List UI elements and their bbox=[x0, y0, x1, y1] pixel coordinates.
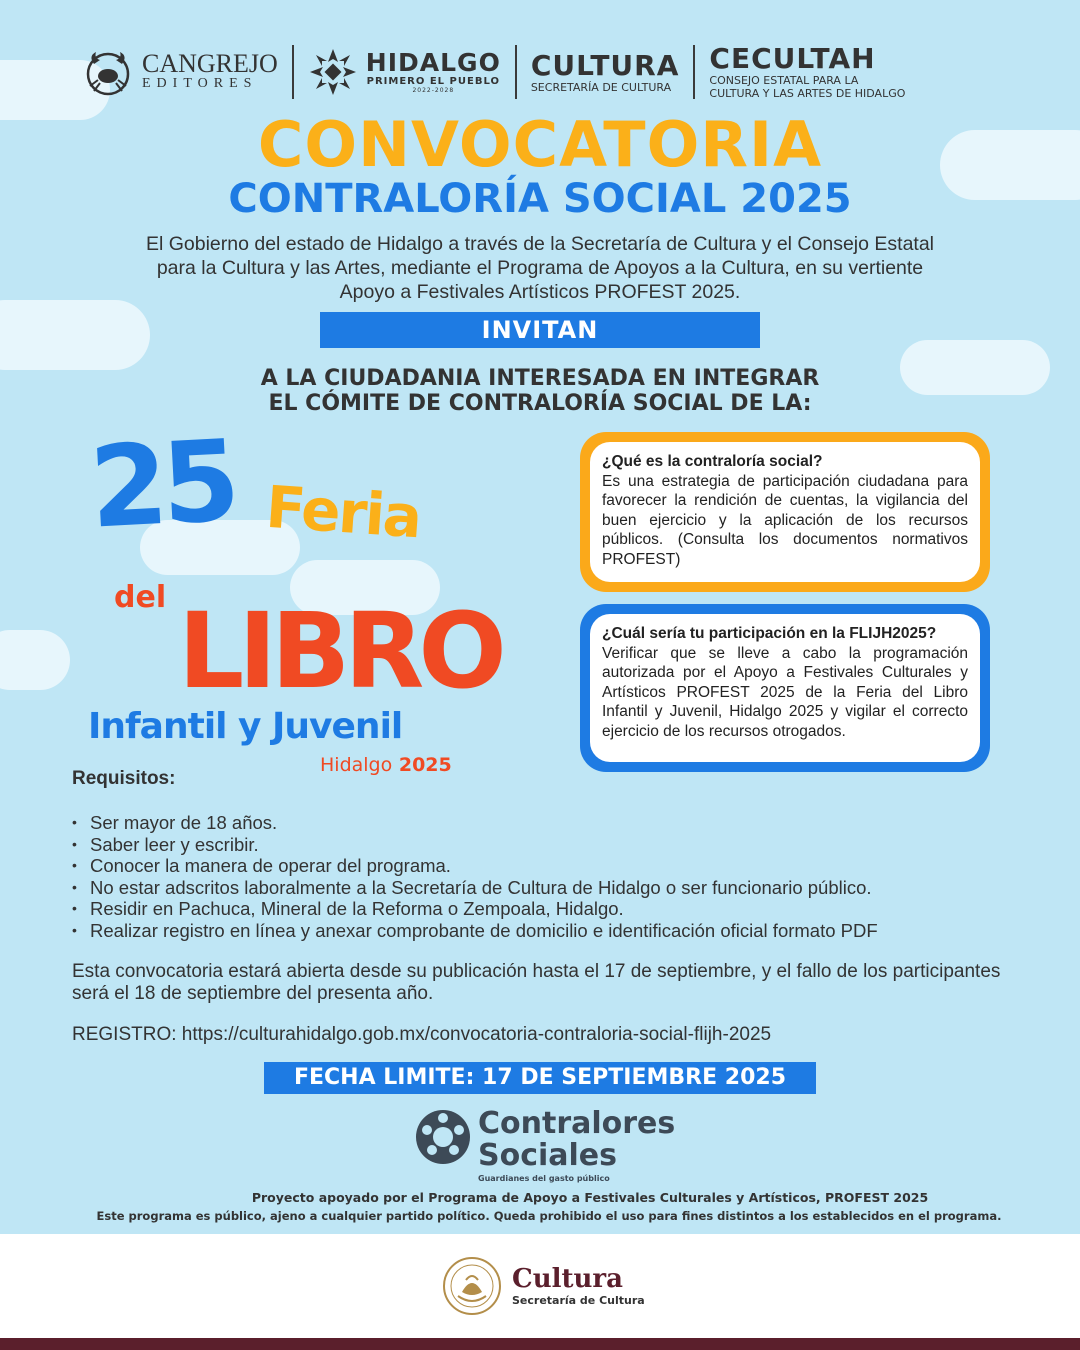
page-title: CONVOCATORIA bbox=[257, 108, 823, 181]
contralores-line-1: Contralores bbox=[478, 1106, 676, 1141]
feria-place: Hidalgo bbox=[320, 754, 393, 776]
info-question: ¿Cuál sería tu participación en la FLIJH2025? bbox=[602, 625, 937, 642]
info-answer: Verificar que se lleve a cabo la programación autorizada por el Apoyo a Festivales Culturales y Artísticos PROFEST 2025 de la Feria del Libro Infantil y Juvenil, Hidalgo 2025 y vigilar el correcto ejercicio de los recursos otrogados. bbox=[602, 644, 968, 740]
feria-libro-logo bbox=[80, 416, 501, 780]
feria-number: 25 bbox=[86, 416, 238, 554]
feria-del: del bbox=[114, 580, 167, 615]
cultura-name: CULTURA bbox=[530, 48, 680, 82]
feria-year: 2025 bbox=[398, 754, 452, 776]
cecultah-sub-1: CONSEJO ESTATAL PARA LA bbox=[709, 74, 859, 87]
hidalgo-name: HIDALGO bbox=[365, 48, 501, 77]
hidalgo-logo bbox=[308, 47, 501, 97]
logo-divider bbox=[515, 45, 517, 99]
cangrejo-logo bbox=[80, 44, 278, 100]
contralores-sociales-logo bbox=[414, 1104, 684, 1184]
crab-icon bbox=[80, 44, 136, 100]
national-seal-icon bbox=[442, 1256, 502, 1316]
header-logos bbox=[80, 40, 1010, 104]
contralores-line-2: Sociales bbox=[478, 1138, 618, 1173]
legal-disclaimer: Este programa es público, ajeno a cualquier partido político. Queda prohibido el uso para fines distintos a los establecidos en el programa. bbox=[96, 1209, 1002, 1223]
contralores-tagline: Guardianes del gasto público bbox=[478, 1174, 610, 1183]
info-box-content bbox=[590, 442, 980, 582]
intro-text: El Gobierno del estado de Hidalgo a través de la Secretaría de Cultura y el Consejo Estatal para la Cultura y las Artes, mediante el Programa de Apoyos a la Cultura, en su vertiente Apoyo a Festivales Artísticos PROFEST 2025. bbox=[145, 233, 935, 303]
cloud-decoration bbox=[0, 300, 150, 370]
cloud-decoration bbox=[0, 630, 70, 690]
feria-word: Feria bbox=[263, 472, 423, 552]
list-item: • Ser mayor de 18 años. bbox=[72, 812, 1032, 834]
cangrejo-name: CANGREJO bbox=[142, 49, 278, 78]
info-question: ¿Qué es la contraloría social? bbox=[602, 453, 823, 470]
info-box-content bbox=[590, 614, 980, 762]
invitan-banner: INVITAN bbox=[320, 312, 760, 348]
logo-divider bbox=[292, 45, 294, 99]
cultura-sub: SECRETARÍA DE CULTURA bbox=[530, 80, 672, 94]
opening-dates-text: Esta convocatoria estará abierta desde su publicación hasta el 17 de septiembre, y el fallo de los participantes será el 18 de septiembre del presenta año. bbox=[72, 961, 1001, 1004]
requirements-title: Requisitos: bbox=[72, 768, 176, 789]
footer-secretaria: Secretaría de Cultura bbox=[512, 1294, 645, 1307]
footer bbox=[0, 1234, 1080, 1338]
hidalgo-years: 2022-2028 bbox=[412, 87, 455, 94]
contralores-emblem-icon bbox=[414, 1108, 472, 1166]
list-item: • No estar adscritos laboralmente a la Secretaría de Cultura de Hidalgo o ser funcionario público. bbox=[72, 877, 1032, 899]
audience-heading bbox=[140, 366, 940, 416]
cecultah-logo bbox=[709, 44, 905, 100]
list-item: • Saber leer y escribir. bbox=[72, 834, 1032, 856]
feria-location bbox=[320, 754, 452, 776]
list-item: • Realizar registro en línea y anexar comprobante de domicilio e identificación oficial formato PDF bbox=[72, 920, 1032, 942]
deadline-banner: FECHA LIMITE: 17 DE SEPTIEMBRE 2025 bbox=[264, 1062, 816, 1094]
logo-divider bbox=[693, 45, 695, 99]
star-emblem-icon bbox=[308, 47, 358, 97]
requirements-list bbox=[72, 812, 1032, 941]
info-box-que-es bbox=[580, 432, 990, 592]
list-item: • Conocer la manera de operar del programa. bbox=[72, 855, 1032, 877]
project-credit: Proyecto apoyado por el Programa de Apoyo a Festivales Culturales y Artísticos, PROFEST 2025 bbox=[251, 1190, 929, 1205]
info-answer: Es una estrategia de participación ciudadana para favorecer la rendición de cuentas, la vigilancia del buen ejercicio y la aplicación de los recursos públicos. (Consulta los documentos normativos PROFEST) bbox=[602, 472, 968, 568]
footer-bar bbox=[0, 1338, 1080, 1350]
feria-infantil: Infantil y Juvenil bbox=[88, 706, 403, 747]
registration-link[interactable]: REGISTRO: https://culturahidalgo.gob.mx/convocatoria-contraloria-social-flijh-2025 bbox=[72, 1024, 772, 1045]
cecultah-name: CECULTAH bbox=[709, 42, 876, 75]
list-item: • Residir en Pachuca, Mineral de la Reforma o Zempoala, Hidalgo. bbox=[72, 898, 1032, 920]
footer-cultura: Cultura bbox=[512, 1264, 623, 1294]
hidalgo-slogan: PRIMERO EL PUEBLO bbox=[366, 76, 500, 87]
page-subtitle: CONTRALORÍA SOCIAL 2025 bbox=[228, 176, 852, 222]
cecultah-sub-2: CULTURA Y LAS ARTES DE HIDALGO bbox=[709, 87, 906, 100]
feria-libro: LIBRO bbox=[178, 590, 501, 712]
audience-line-2: EL CÓMITE DE CONTRALORÍA SOCIAL DE LA: bbox=[268, 391, 812, 416]
cangrejo-sub: EDITORES bbox=[142, 76, 258, 91]
audience-line-1: A LA CIUDADANIA INTERESADA EN INTEGRAR bbox=[260, 366, 820, 391]
cultura-logo bbox=[530, 48, 680, 94]
info-box-participacion bbox=[580, 604, 990, 772]
